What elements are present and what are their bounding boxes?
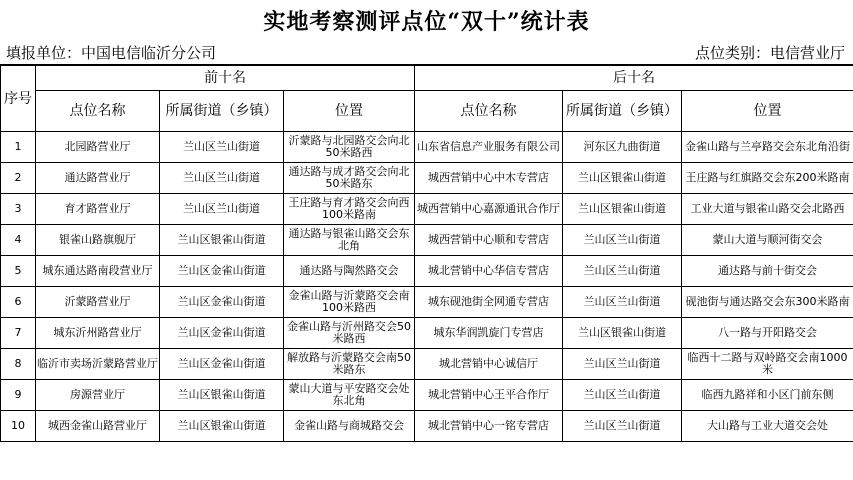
front-street: 兰山区金雀山街道 [160,318,284,349]
back-street: 兰山区银雀山街道 [563,163,682,194]
back-point-name: 城东砚池街全网通专营店 [415,287,563,318]
front-street: 兰山区兰山街道 [160,132,284,163]
back-street: 兰山区兰山街道 [563,225,682,256]
header-back-location: 位置 [682,91,853,132]
point-category: 点位类别：电信营业厅 [694,43,845,62]
front-street: 兰山区银雀山街道 [160,411,284,442]
back-street: 兰山区银雀山街道 [563,318,682,349]
header-front-street: 所属街道（乡镇） [160,91,284,132]
back-location: 蒙山大道与顺河街交会 [682,225,853,256]
front-point-name: 通达路营业厅 [36,163,160,194]
stats-table [0,65,853,442]
row-number: 10 [1,411,36,442]
front-street: 兰山区金雀山街道 [160,349,284,380]
back-location: 大山路与工业大道交会处 [682,411,853,442]
header-back-name: 点位名称 [415,91,563,132]
front-point-name: 银雀山路旗舰厅 [36,225,160,256]
header-row-groups [1,66,853,91]
back-street: 兰山区兰山街道 [563,349,682,380]
front-street: 兰山区兰山街道 [160,163,284,194]
back-point-name: 城北营销中心一铭专营店 [415,411,563,442]
back-location: 砚池街与通达路交会东300米路南 [682,287,853,318]
back-street: 兰山区银雀山街道 [563,194,682,225]
table-row [1,132,853,163]
back-location: 王庄路与红旗路交会东200米路南 [682,163,853,194]
back-point-name: 城西营销中心中木专营店 [415,163,563,194]
row-number: 8 [1,349,36,380]
back-location: 工业大道与银雀山路交会北路西 [682,194,853,225]
table-row [1,380,853,411]
table-row [1,411,853,442]
back-street: 河东区九曲街道 [563,132,682,163]
row-number: 7 [1,318,36,349]
front-point-name: 育才路营业厅 [36,194,160,225]
front-point-name: 房源营业厅 [36,380,160,411]
back-street: 兰山区兰山街道 [563,380,682,411]
row-number: 5 [1,256,36,287]
header-back-street: 所属街道（乡镇） [563,91,682,132]
front-street: 兰山区金雀山街道 [160,256,284,287]
front-location: 金雀山路与商城路交会 [284,411,415,442]
front-street: 兰山区银雀山街道 [160,225,284,256]
header-row-columns [1,91,853,132]
table-row [1,318,853,349]
row-number: 6 [1,287,36,318]
header-front-location: 位置 [284,91,415,132]
table-row [1,194,853,225]
table-body [1,132,853,442]
back-location: 金雀山路与兰亭路交会东北角沿街 [682,132,853,163]
front-point-name: 城东沂州路营业厅 [36,318,160,349]
header-back-ten: 后十名 [415,66,853,91]
front-location: 金雀山路与沂蒙路交会南100米路西 [284,287,415,318]
front-location: 蒙山大道与平安路交会处东北角 [284,380,415,411]
table-row [1,225,853,256]
front-location: 解放路与沂蒙路交会南50米路东 [284,349,415,380]
back-location: 临西十二路与双岭路交会南1000米 [682,349,853,380]
front-point-name: 城西金雀山路营业厅 [36,411,160,442]
row-number: 3 [1,194,36,225]
back-point-name: 城北营销中心诚信厅 [415,349,563,380]
back-location: 临西九路祥和小区门前东侧 [682,380,853,411]
table-row [1,256,853,287]
back-street: 兰山区兰山街道 [563,287,682,318]
header-front-name: 点位名称 [36,91,160,132]
front-location: 金雀山路与沂州路交会50米路西 [284,318,415,349]
front-point-name: 沂蒙路营业厅 [36,287,160,318]
row-number: 4 [1,225,36,256]
report-unit: 填报单位：中国电信临沂分公司 [6,43,217,62]
form-meta [0,40,853,65]
back-location: 通达路与前十街交会 [682,256,853,287]
back-point-name: 城西营销中心嘉源通讯合作厅 [415,194,563,225]
front-street: 兰山区金雀山街道 [160,287,284,318]
page-title: 实地考察测评点位“双十”统计表 [263,8,590,35]
back-point-name: 城西营销中心顺和专营店 [415,225,563,256]
table-row [1,287,853,318]
front-point-name: 北园路营业厅 [36,132,160,163]
back-point-name: 城北营销中心华信专营店 [415,256,563,287]
front-location: 通达路与成才路交会向北50米路东 [284,163,415,194]
row-number: 9 [1,380,36,411]
front-location: 王庄路与育才路交会向西100米路南 [284,194,415,225]
back-point-name: 山东省信息产业服务有限公司 [415,132,563,163]
back-street: 兰山区兰山街道 [563,411,682,442]
row-number: 1 [1,132,36,163]
front-location: 通达路与陶然路交会 [284,256,415,287]
header-front-ten: 前十名 [36,66,415,91]
table-row [1,163,853,194]
front-point-name: 城东通达路南段营业厅 [36,256,160,287]
front-location: 通达路与银雀山路交会东北角 [284,225,415,256]
front-point-name: 临沂市卖场沂蒙路营业厅 [36,349,160,380]
header-seq: 序号 [1,66,36,132]
back-point-name: 城北营销中心王平合作厅 [415,380,563,411]
back-point-name: 城东华润凯旋门专营店 [415,318,563,349]
front-location: 沂蒙路与北园路交会向北50米路西 [284,132,415,163]
back-location: 八一路与开阳路交会 [682,318,853,349]
front-street: 兰山区银雀山街道 [160,380,284,411]
back-street: 兰山区兰山街道 [563,256,682,287]
front-street: 兰山区兰山街道 [160,194,284,225]
table-row [1,349,853,380]
row-number: 2 [1,163,36,194]
